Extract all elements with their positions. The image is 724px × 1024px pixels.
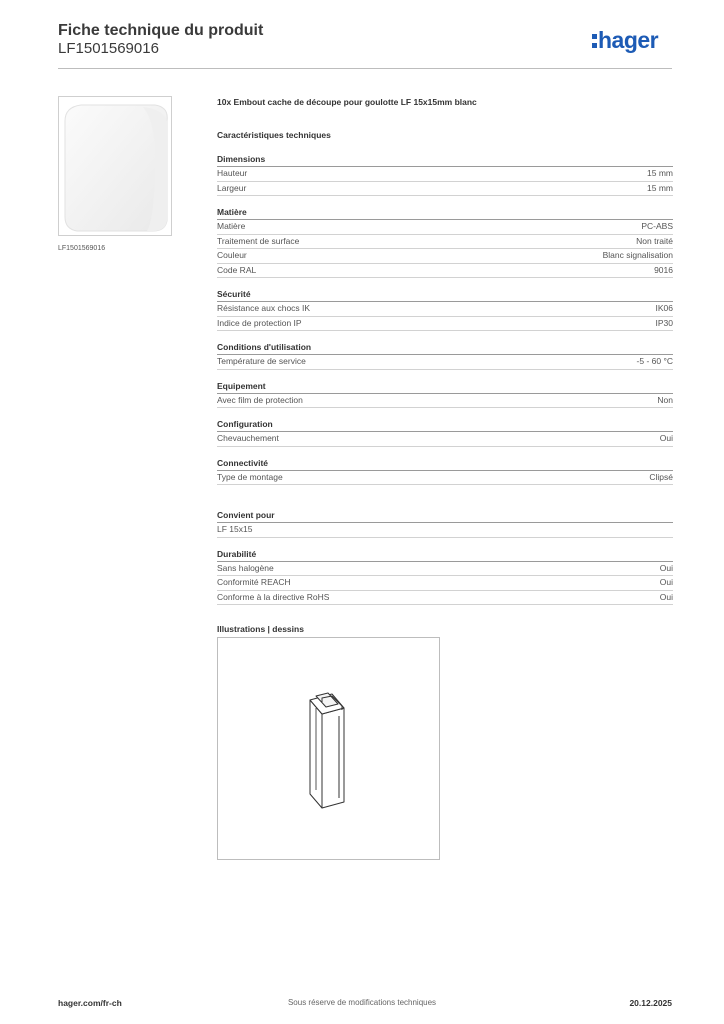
footer-website: hager.com/fr-ch xyxy=(58,998,122,1008)
spec-value: Oui xyxy=(659,433,673,443)
section-title: Conditions d'utilisation xyxy=(217,341,673,355)
section-connectivite xyxy=(217,457,673,486)
spec-label: Sans halogène xyxy=(217,562,274,573)
spec-value: Blanc signalisation xyxy=(602,250,673,260)
spec-value: PC-ABS xyxy=(641,221,673,231)
section-matiere xyxy=(217,206,673,278)
hager-logo xyxy=(592,26,674,56)
spec-label: Hauteur xyxy=(217,168,248,178)
spec-label: Code RAL xyxy=(217,264,257,275)
spec-row xyxy=(217,302,673,317)
spec-value: Oui xyxy=(659,577,673,587)
section-convient-pour xyxy=(217,509,673,538)
spec-label: Conformité REACH xyxy=(217,577,291,587)
section-title: Durabilité xyxy=(217,548,673,562)
spec-label: Température de service xyxy=(217,356,306,366)
photo-caption: LF1501569016 xyxy=(58,245,106,252)
spec-row xyxy=(217,167,673,182)
section-conditions xyxy=(217,341,673,370)
spec-label: Avec film de protection xyxy=(217,394,303,405)
section-equipement xyxy=(217,380,673,409)
spec-label: Indice de protection IP xyxy=(217,317,302,328)
spec-row xyxy=(217,182,673,197)
spec-value: Oui xyxy=(659,562,673,573)
spec-row xyxy=(217,471,673,486)
section-durabilite xyxy=(217,548,673,606)
section-title: Dimensions xyxy=(217,153,673,167)
header-divider xyxy=(58,68,672,69)
section-title: Connectivité xyxy=(217,457,673,471)
brand-wordmark: hager xyxy=(598,27,659,53)
footer-date: 20.12.2025 xyxy=(629,998,672,1008)
product-photo xyxy=(58,96,172,236)
spec-label: LF 15x15 xyxy=(217,524,253,534)
spec-row xyxy=(217,220,673,235)
section-title: Convient pour xyxy=(217,509,673,523)
spec-row xyxy=(217,591,673,606)
spec-heading: Caractéristiques techniques xyxy=(217,130,331,140)
spec-label: Résistance aux chocs IK xyxy=(217,303,311,313)
section-title: Equipement xyxy=(217,380,673,394)
illustration-drawing xyxy=(217,637,440,860)
section-title: Sécurité xyxy=(217,288,673,302)
spec-value: IK06 xyxy=(655,303,673,313)
section-title: Matière xyxy=(217,206,673,220)
spec-row xyxy=(217,562,673,577)
spec-value: 9016 xyxy=(654,264,673,275)
spec-row xyxy=(217,523,673,538)
spec-content xyxy=(217,96,673,860)
spec-value: Clipsé xyxy=(649,471,673,482)
page-title: Fiche technique du produit xyxy=(58,22,264,39)
spec-value: -5 - 60 °C xyxy=(636,356,673,366)
spec-row xyxy=(217,576,673,591)
illustrations-title: Illustrations | dessins xyxy=(217,624,304,634)
spec-label: Type de montage xyxy=(217,471,283,482)
spec-label: Traitement de surface xyxy=(217,235,300,246)
product-name: 10x Embout cache de découpe pour goulotte LF 15x15mm blanc xyxy=(217,97,477,107)
spec-row xyxy=(217,355,673,370)
spec-value: 15 mm xyxy=(647,182,673,193)
spec-row xyxy=(217,432,673,447)
section-securite xyxy=(217,288,673,331)
section-title: Configuration xyxy=(217,418,673,432)
section-configuration xyxy=(217,418,673,447)
spec-row xyxy=(217,317,673,332)
spec-value: Non traité xyxy=(636,235,673,246)
spec-label: Matière xyxy=(217,221,246,231)
spec-row xyxy=(217,394,673,409)
spec-row xyxy=(217,249,673,264)
spec-label: Chevauchement xyxy=(217,433,279,443)
spec-label: Conforme à la directive RoHS xyxy=(217,591,330,602)
spec-value: Oui xyxy=(659,591,673,602)
spec-label: Largeur xyxy=(217,182,247,193)
spec-row xyxy=(217,235,673,250)
footer-notice: Sous réserve de modifications techniques xyxy=(287,998,437,1007)
product-reference: LF1501569016 xyxy=(58,40,159,57)
spec-value: IP30 xyxy=(655,317,673,328)
section-dimensions xyxy=(217,153,673,196)
spec-value: Non xyxy=(657,394,673,405)
spec-label: Couleur xyxy=(217,250,247,260)
spec-row xyxy=(217,264,673,279)
spec-value: 15 mm xyxy=(647,168,673,178)
